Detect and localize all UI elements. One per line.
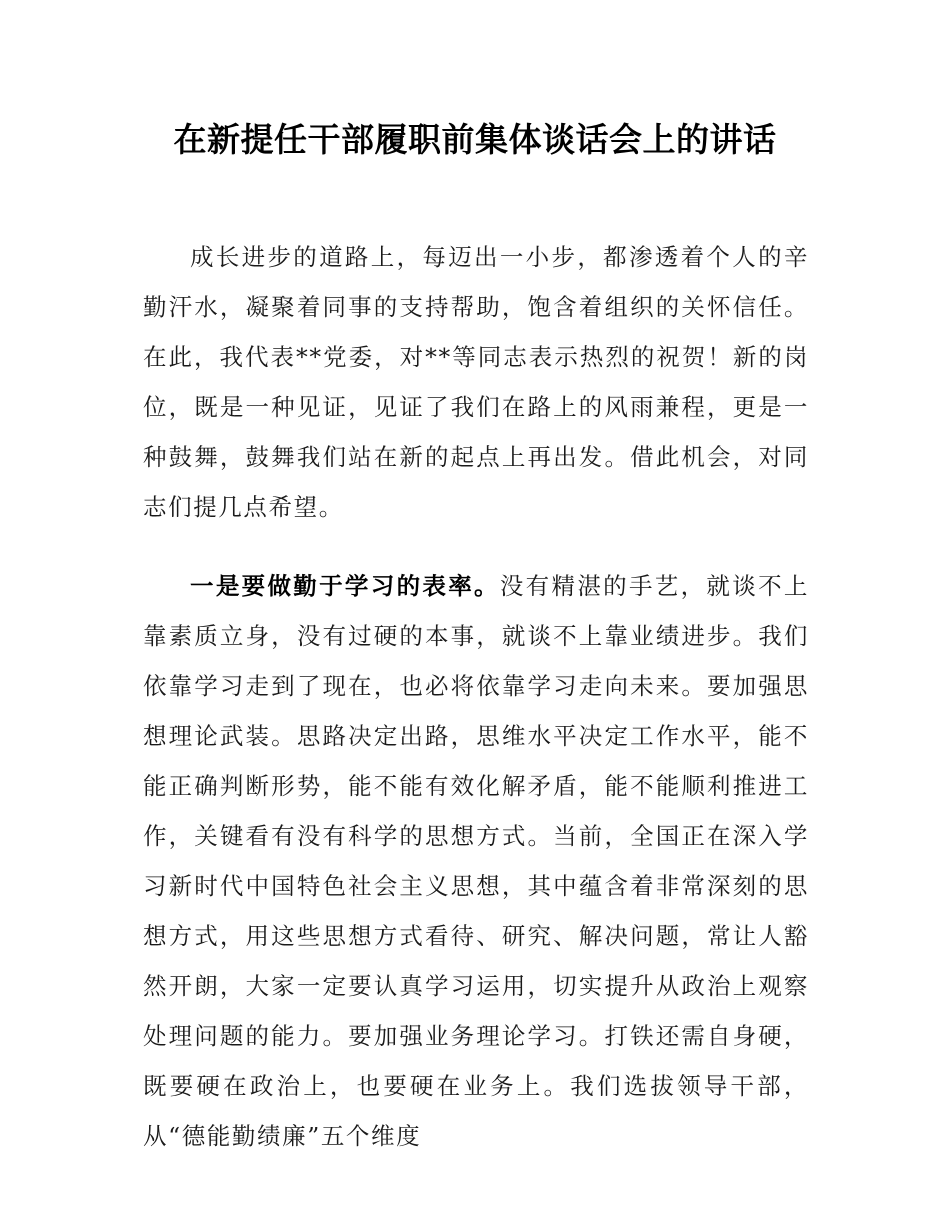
paragraph-intro: [143, 232, 809, 532]
paragraph-study-heading: 一是要做勤于学习的表率。: [190, 572, 500, 600]
paragraph-study-text: 没有精湛的手艺，就谈不上靠素质立身，没有过硬的本事，就谈不上靠业绩进步。我们依靠学习走到了现在，也必将依靠学习走向未来。要加强思想理论武装。思路决定出路，思维水平决定工作水平，能不能正确判断形势，能不能有效化解矛盾，能不能顺利推进工作，关键看有没有科学的思想方式。当前，全国正在深入学习新时代中国特色社会主义思想，其中蕴含着非常深刻的思想方式，用这些思想方式看待、研究、解决问题，常让人豁然开朗，大家一定要认真学习运用，切实提升从政治上观察处理问题的能力。要加强业务理论学习。打铁还需自身硬，既要硬在政治上，也要硬在业务上。我们选拔领导干部，从“德能勤绩廉”五个维度: [143, 572, 809, 1150]
document-title: 在新提任干部履职前集体谈话会上的讲话: [173, 120, 777, 159]
paragraph-study: [143, 561, 809, 1161]
paragraph-intro-text: 成长进步的道路上，每迈出一小步，都渗透着个人的辛勤汗水，凝聚着同事的支持帮助，饱含着组织的关怀信任。在此，我代表**党委，对**等同志表示热烈的祝贺！新的岗位，既是一种见证，见证了我们在路上的风雨兼程，更是一种鼓舞，鼓舞我们站在新的起点上再出发。借此机会，对同志们提几点希望。: [143, 243, 809, 521]
